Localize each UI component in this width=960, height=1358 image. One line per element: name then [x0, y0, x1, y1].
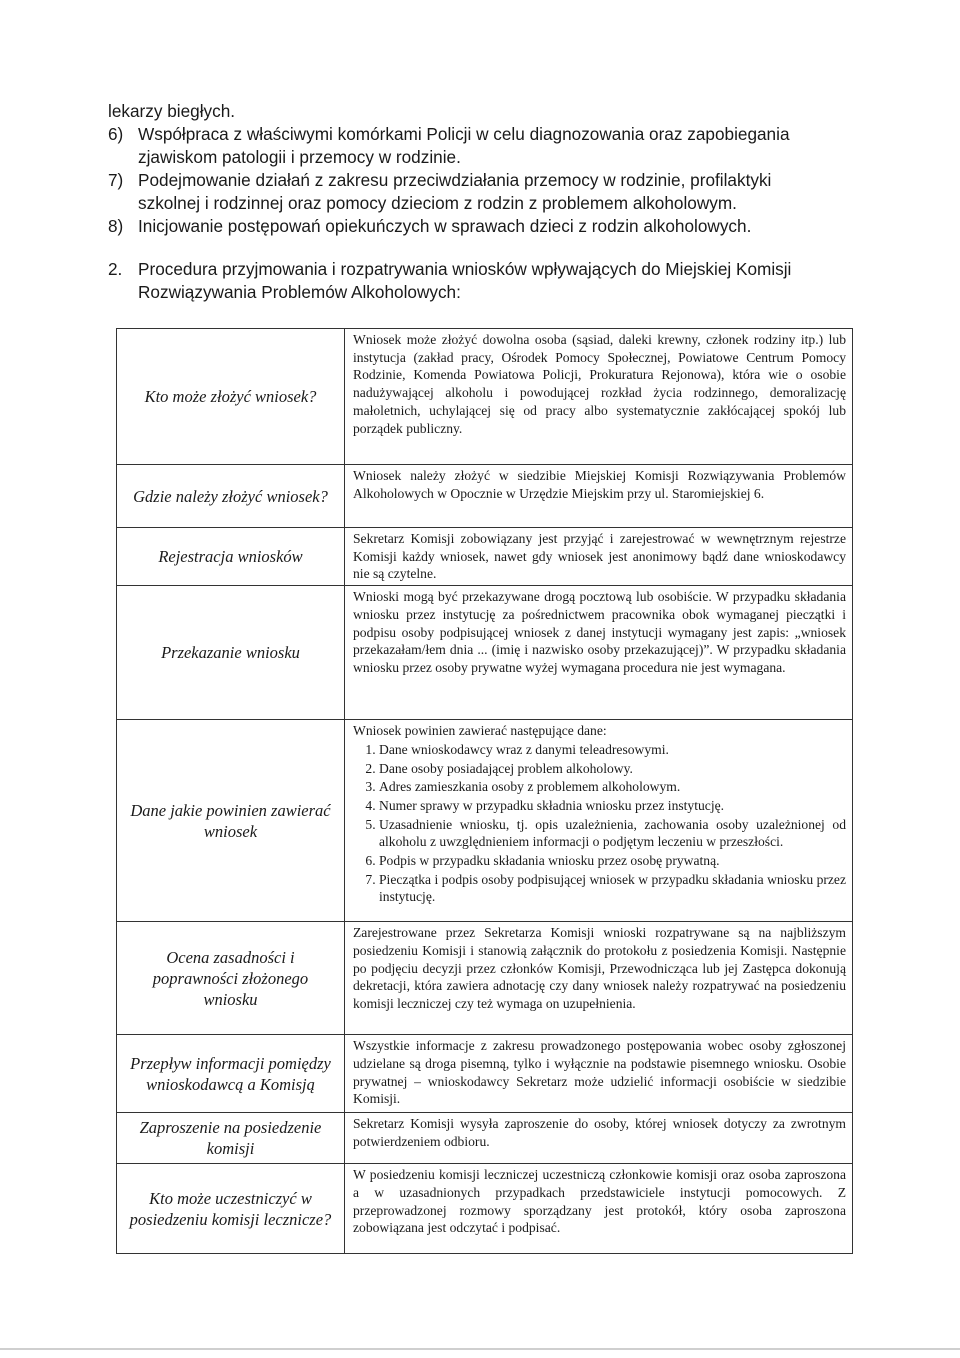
row-label: Kto może złożyć wniosek? [117, 329, 345, 465]
row-label: Zaproszenie na posiedzenie komisji [117, 1113, 345, 1164]
row-content: Wniosek należy złożyć w siedzibie Miejskiej Komisji Rozwiązywania Problemów Alkoholowych w Opocznie w Urzędzie Miejskim przy ul. Staromiejskiej 6. [345, 465, 853, 528]
list-item [108, 215, 848, 238]
list-item: 6. Podpis w przypadku składania wniosku przez osobę prywatną. [379, 852, 846, 870]
row-label: Ocena zasadności i poprawności złożonego wniosku [117, 922, 345, 1035]
item-continuation: szkolnej i rodzinnej oraz pomocy dzieciom z rodzin z problemem alkoholowym. [138, 193, 737, 213]
item-text: Współpraca z właściwymi komórkami Policji w celu diagnozowania oraz zapobiegania [138, 124, 790, 144]
list-item: 1. Dane wnioskodawcy wraz z danymi teleadresowymi. [379, 741, 846, 759]
list-item: 3. Adres zamieszkania osoby z problemem alkoholowym. [379, 778, 846, 796]
list-item [108, 123, 848, 146]
table-row [117, 586, 853, 720]
section-title-line: Rozwiązywania Problemów Alkoholowych: [138, 282, 461, 302]
item-number: 8) [108, 216, 124, 236]
item-continuation: zjawiskom patologii i przemocy w rodzinie. [138, 147, 461, 167]
table-row [117, 1164, 853, 1254]
item-text: Podejmowanie działań z zakresu przeciwdziałania przemocy w rodzinie, profilaktyki [138, 170, 772, 190]
table-row [117, 720, 853, 922]
section-number: 2. [108, 259, 123, 279]
row-label: Przekazanie wniosku [117, 586, 345, 720]
row-label: Gdzie należy złożyć wniosek? [117, 465, 345, 528]
row-label: Kto może uczestniczyć w posiedzeniu komisji lecznicze? [117, 1164, 345, 1254]
procedure-table [116, 328, 853, 1254]
table-row [117, 329, 853, 465]
intro-lead: lekarzy biegłych. [108, 101, 236, 121]
row-content: Wniosek może złożyć dowolna osoba (sąsiad, daleki krewny, członek rodziny itp.) lub instytucja (zakład pracy, Ośrodek Pomocy Społecznej, Powiatowe Centrum Pomocy Rodzinie, Komenda Powiatowa Policji, Prokuratura Rejonowa), która wie o osobie nadużywającej alkoholu i powodującej rozkład życia rodzinnego, demoralizację małoletnich, uchylającej się od pracy albo systematycznie zakłócającej spokój lub porządek publiczny. [345, 329, 853, 465]
table-row [117, 465, 853, 528]
row-label: Rejestracja wniosków [117, 528, 345, 586]
list-item: 4. Numer sprawy w przypadku składnia wniosku przez instytucję. [379, 797, 846, 815]
item-text: Inicjowanie postępowań opiekuńczych w sprawach dzieci z rodzin alkoholowych. [138, 216, 752, 236]
list-item: 5. Uzasadnienie wniosku, tj. opis uzależnienia, zachowania osoby uzależnionej od alkoholu z uwzględnieniem informacji o podjętym leczeniu w przeszłości. [379, 816, 846, 851]
table-row [117, 922, 853, 1035]
scan-edge-line [0, 1348, 960, 1350]
row-content: Wnioski mogą być przekazywane drogą pocztową lub osobiście. W przypadku składania wniosku przez instytucję za pośrednictwem pracownika obok wymaganej pieczątki i podpisu osoby podpisującej wniosek z danej instytucji wymagany jest zapis: „wniosek przekazałam/łem dnia ... (imię i nazwisko osoby przekazującej)”. W przypadku składania wniosku przez osoby prywatne wyżej wymagana procedura nie jest wymagana. [345, 586, 853, 720]
item-number: 7) [108, 170, 124, 190]
row-label: Przepływ informacji pomiędzy wnioskodawcą a Komisją [117, 1035, 345, 1113]
row-content: Sekretarz Komisji zobowiązany jest przyjąć i zarejestrować w wewnętrznym rejestrze Komisji każdy wniosek, nawet gdy wniosek jest anonimowy bądź dane wnioskodawcy nie są czytelne. [345, 528, 853, 586]
content-intro: Wniosek powinien zawierać następujące dane: [353, 723, 607, 739]
intro-section [108, 100, 848, 304]
row-label: Dane jakie powinien zawierać wniosek [117, 720, 345, 922]
row-content: W posiedzeniu komisji leczniczej uczestniczą członkowie komisji oraz osoba zaproszona a w uzasadnionych przypadkach przedstawiciele instytucji pomocowych. Z przeprowadzonej rozmowy sporządzany jest protokół, który osoba zaproszona zobowiązana jest odczytać i podpisać. [345, 1164, 853, 1254]
row-content: Wszystkie informacje z zakresu prowadzonego postępowania wobec osoby zgłoszonej udzielane są droga pisemną, tylko i wyłącznie na podstawie pisemnego wniosku. Osobie prywatnej – wnioskodawcy Sekretarz może udzielić informacji osobiście w siedzibie Komisji. [345, 1035, 853, 1113]
table-row [117, 1113, 853, 1164]
list-item [108, 169, 848, 192]
list-item: 2. Dane osoby posiadającej problem alkoholowy. [379, 760, 846, 778]
section-title-line: Procedura przyjmowania i rozpatrywania wniosków wpływających do Miejskiej Komisji [138, 259, 792, 279]
item-number: 6) [108, 124, 124, 144]
row-content: Zarejestrowane przez Sekretarza Komisji wnioski rozpatrywane są na najbliższym posiedzeniu Komisji i stanowią załącznik do protokołu z posiedzenia Komisji. Następnie po podjęciu decyzji przez członków Komisji, Przewodnicząca lub jej Zastępca dokonują dekretacji, która zawiera adnotację czy dany wniosek należy rozpatrywać na posiedzeniu komisji leczniczej czy też wymaga on uzupełnienia. [345, 922, 853, 1035]
table-row [117, 1035, 853, 1113]
table-row [117, 528, 853, 586]
section-heading [108, 258, 848, 281]
list-item: 7. Pieczątka i podpis osoby podpisującej wniosek w przypadku składania wniosku przez instytucję. [379, 871, 846, 906]
row-content: Sekretarz Komisji wysyła zaproszenie do osoby, której wniosek dotyczy za zwrotnym potwierdzeniem odbioru. [345, 1113, 853, 1164]
required-data-list [353, 741, 846, 906]
row-content [345, 720, 853, 922]
